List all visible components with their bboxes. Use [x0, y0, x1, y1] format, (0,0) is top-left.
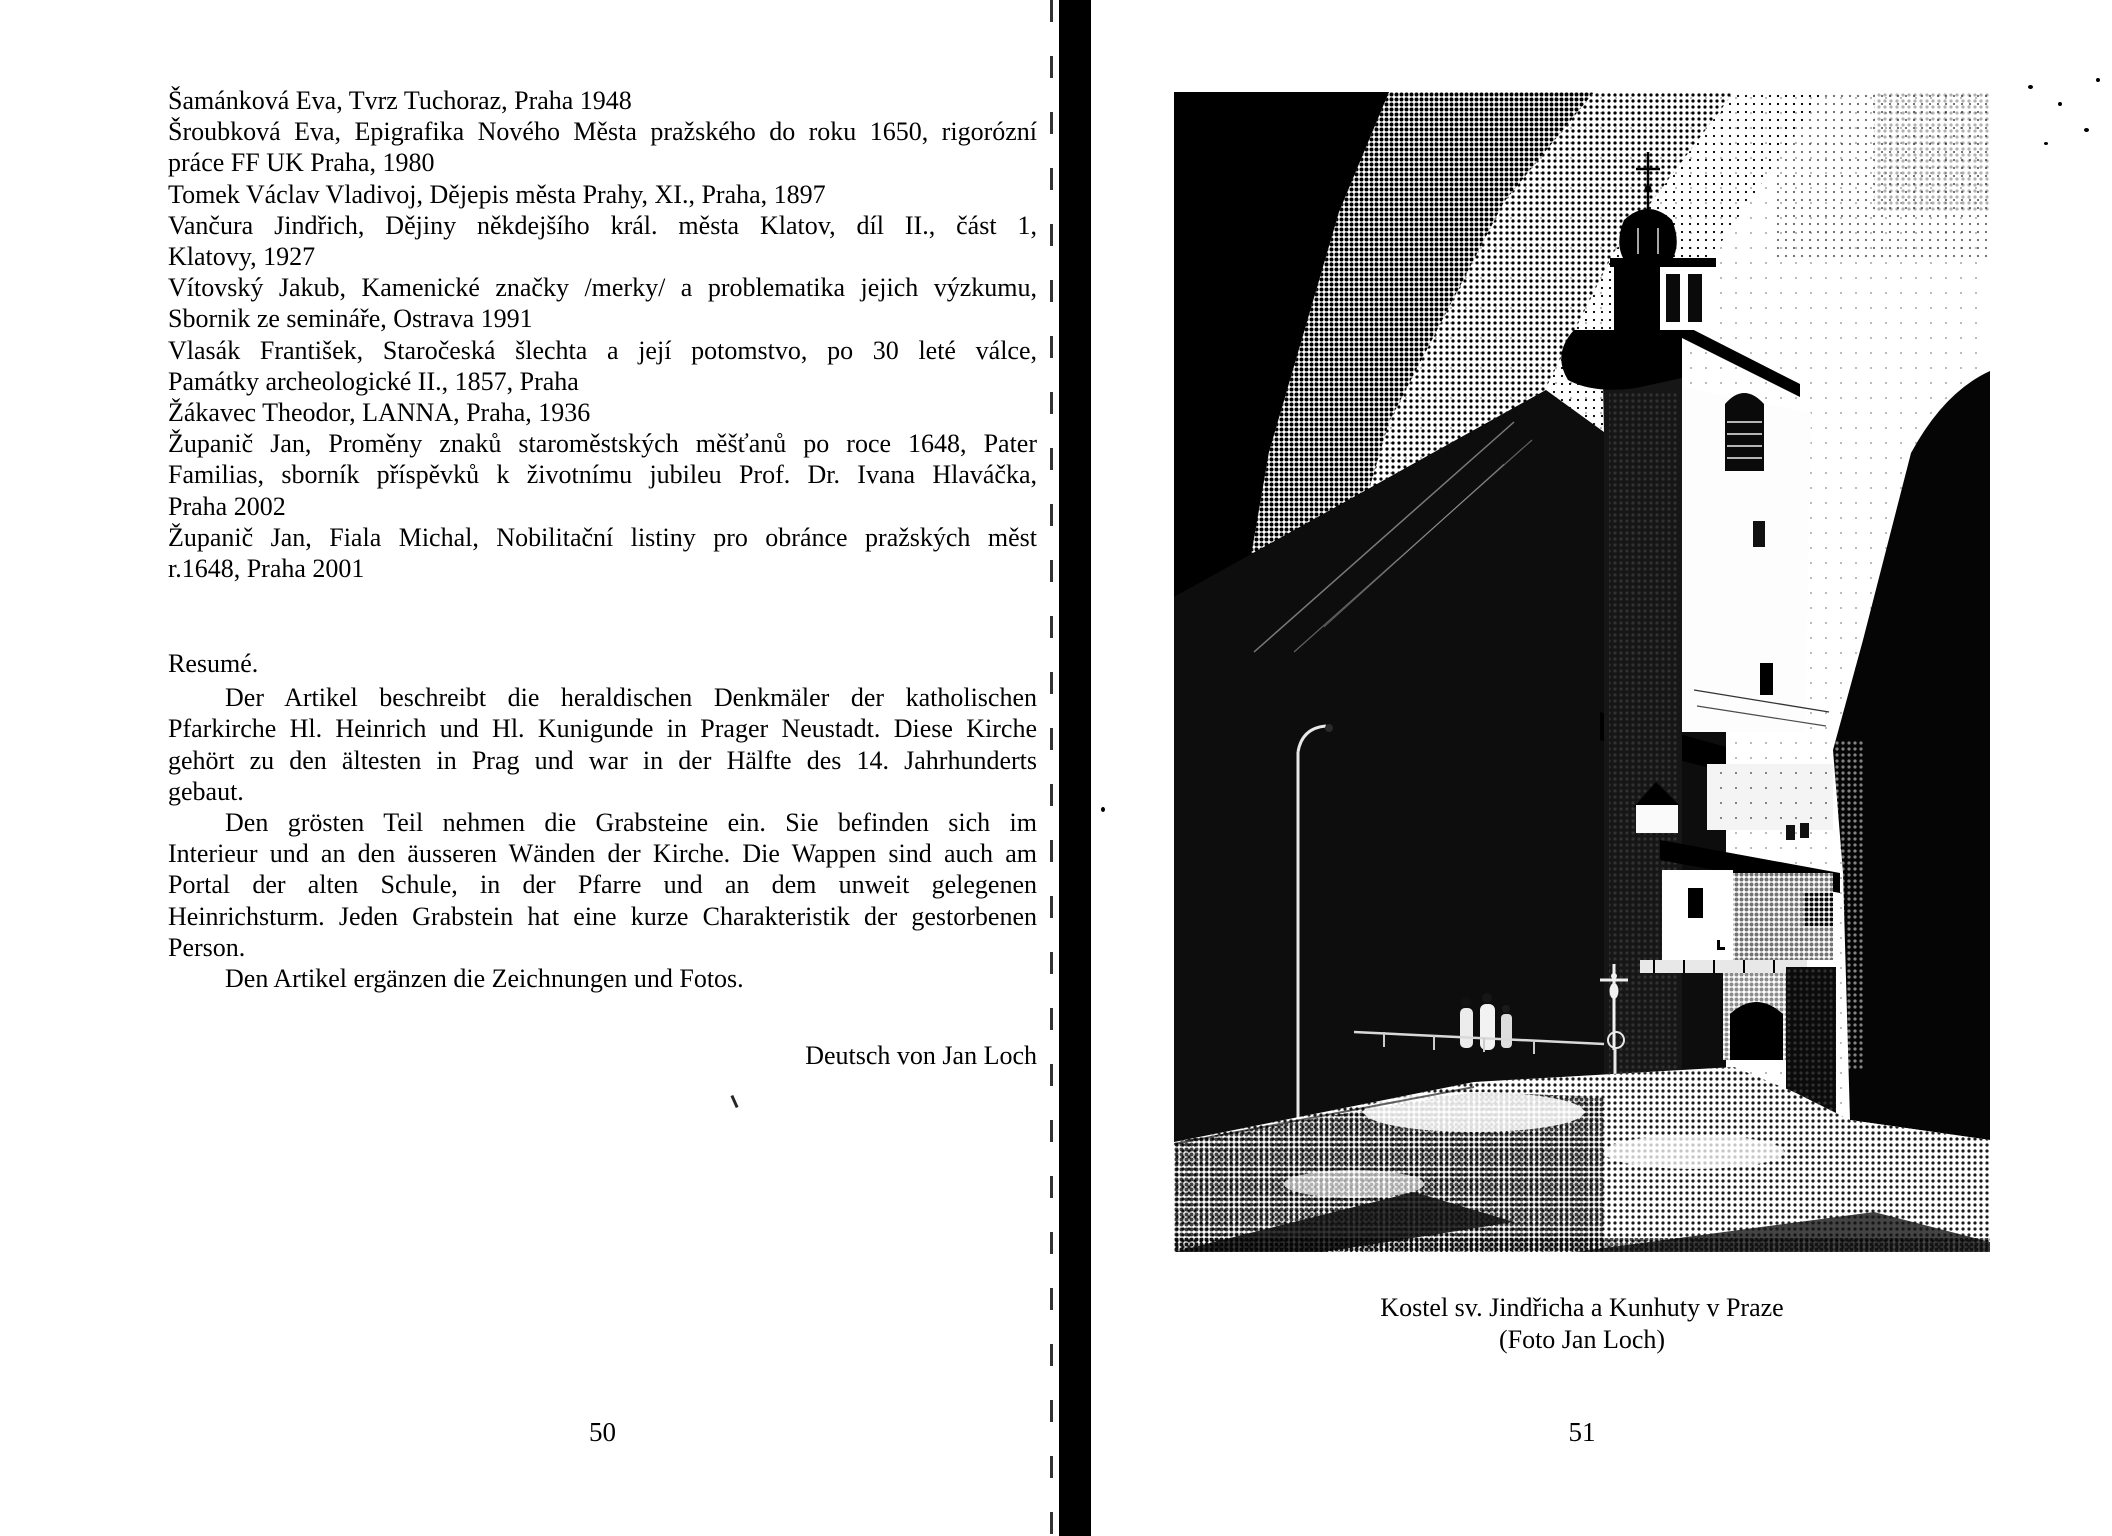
- text-line: Familias, sborník příspěvků k životnímu jubileu Prof. Dr. Ivana Hlaváčka,: [168, 460, 1037, 490]
- tower-ledge-shadow: [1561, 330, 1682, 390]
- text-line: Pfarkirche Hl. Heinrich und Hl. Kunigunde in Prager Neustadt. Diese Kirche: [168, 714, 1037, 744]
- photo-caption-line1: Kostel sv. Jindřicha a Kunhuty v Praze: [1380, 1293, 1784, 1322]
- text-line: Den Artikel ergänzen die Zeichnungen und Fotos.: [225, 964, 744, 994]
- resume-heading: Resumé.: [168, 649, 259, 678]
- text-line: Interieur und an den äusseren Wänden der Kirche. Die Wappen sind auch am: [168, 839, 1037, 869]
- scan-artifact: [2084, 128, 2089, 132]
- scan-artifact: [730, 1095, 738, 1108]
- paragraph: [168, 522, 1037, 584]
- text-line: Der Artikel beschreibt die heraldischen Denkmäler der katholischen: [225, 683, 1037, 713]
- paragraph: [168, 272, 1037, 334]
- page-number-right: 51: [1568, 1417, 1596, 1447]
- paragraph: [168, 397, 1037, 428]
- text-line: Županič Jan, Proměny znaků staroměstských měšťanů po roce 1648, Pater: [168, 429, 1037, 459]
- paragraph: [168, 179, 1037, 210]
- chimney: [1760, 663, 1773, 695]
- text-line: gehört zu den ältesten in Prag und war in der Hälfte des 14. Jahrhunderts: [168, 745, 1037, 775]
- scan-artifact: [2028, 85, 2033, 89]
- tower-clock-mark: [1753, 521, 1765, 547]
- binding-gutter-bar: [1059, 0, 1091, 1536]
- text-line: Vlasák František, Staročeská šlechta a její potomstvo, po 30 leté válce,: [168, 335, 1037, 365]
- text-line: Praha 2002: [168, 491, 286, 521]
- resume-section: [168, 648, 1037, 994]
- text-line: Šamánková Eva, Tvrz Tuchoraz, Praha 1948: [168, 86, 632, 115]
- photo-caption: [1174, 1292, 1990, 1356]
- facade-window: [1800, 823, 1809, 838]
- text-line: Županič Jan, Fiala Michal, Nobilitační listiny pro obránce pražských měst: [168, 522, 1037, 552]
- text-line: Žákavec Theodor, LANNA, Praha, 1936: [168, 398, 591, 428]
- translator-credit: Deutsch von Jan Loch: [805, 1041, 1037, 1070]
- text-line: Klatovy, 1927: [168, 242, 316, 272]
- arched-portal: [1730, 1002, 1783, 1060]
- text-line: Person.: [168, 932, 246, 962]
- scan-artifact: [2096, 78, 2100, 82]
- paragraph: [168, 963, 1037, 994]
- railing-band: [1640, 960, 1807, 973]
- text-line: práce FF UK Praha, 1980: [168, 148, 435, 178]
- photo-caption-line2: (Foto Jan Loch): [1498, 1325, 1666, 1354]
- resume-paragraphs: [168, 682, 1037, 994]
- paragraph: [168, 210, 1037, 272]
- paragraph: [168, 85, 1037, 116]
- text-line: Památky archeologické II., 1857, Praha: [168, 366, 579, 396]
- text-line: Vítovský Jakub, Kamenické značky /merky/ a problematika jejich výzkumu,: [168, 273, 1037, 303]
- page-number-left: 50: [589, 1417, 616, 1447]
- text-line: Heinrichsturm. Jeden Grabstein hat eine kurze Charakteristik der gestorbenen: [168, 901, 1037, 931]
- gutter-dashed-edge: [1050, 0, 1053, 1536]
- text-line: Portal der alten Schule, in der Pfarre und an dem unweit gelegenen: [168, 870, 1037, 900]
- paragraph: [168, 428, 1037, 522]
- text-line: Vančura Jindřich, Dějiny někdejšího král. města Klatov, díl II., část 1,: [168, 210, 1037, 240]
- text-line: Šroubková Eva, Epigrafika Nového Města pražského do roku 1650, rigorózní: [168, 117, 1037, 147]
- paragraph: [168, 682, 1037, 807]
- text-line: r.1648, Praha 2001: [168, 554, 365, 584]
- scan-artifact: [2058, 102, 2062, 106]
- church-photo: [1174, 92, 1990, 1252]
- text-line: Tomek Václav Vladivoj, Dějepis města Prahy, XI., Praha, 1897: [168, 179, 826, 209]
- paragraph: [168, 807, 1037, 963]
- paragraph: [168, 116, 1037, 178]
- text-line: gebaut.: [168, 776, 244, 806]
- paragraph: [168, 335, 1037, 397]
- scan-artifact: [1101, 807, 1105, 812]
- facade-window: [1786, 825, 1795, 840]
- text-line: Den grösten Teil nehmen die Grabsteine ein. Sie befinden sich im: [225, 808, 1037, 838]
- tower-window: [1725, 393, 1764, 471]
- gable-wall: [1636, 805, 1678, 833]
- sunlit-wall-sliver: [1833, 740, 1865, 1070]
- bibliography-list: [168, 85, 1037, 584]
- scan-artifact: [2044, 142, 2048, 145]
- sky-noise: [1874, 92, 1990, 212]
- small-window: [1688, 888, 1703, 918]
- text-line: Sbornik ze semináře, Ostrava 1991: [168, 304, 533, 334]
